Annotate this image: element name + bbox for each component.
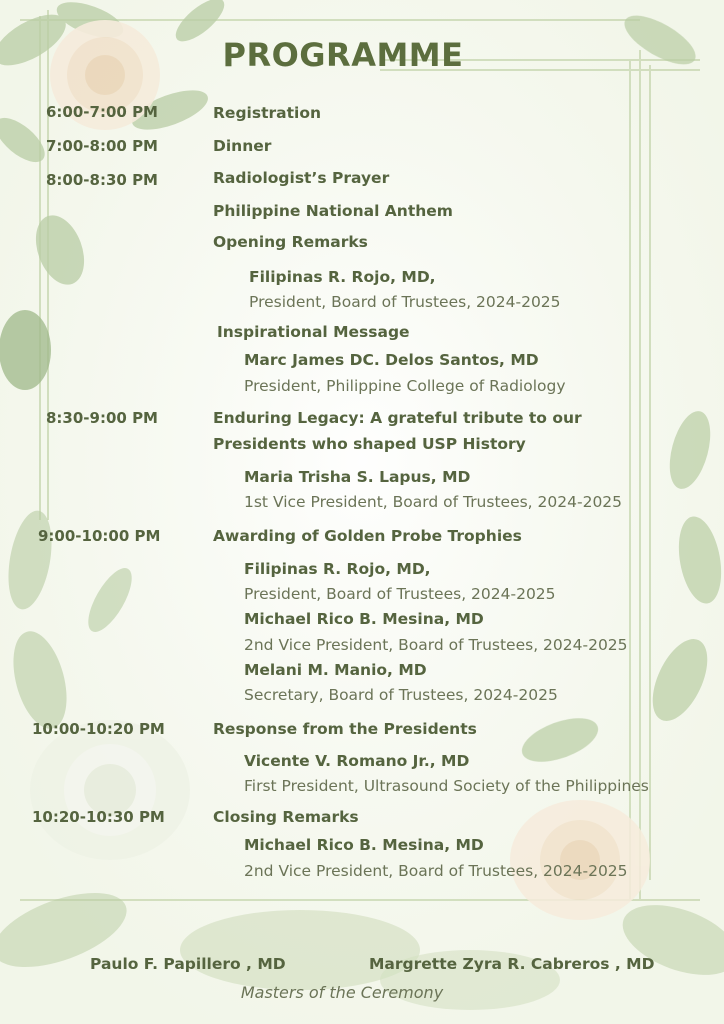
person-name: Filipinas R. Rojo, MD, (244, 560, 431, 578)
person-role: 2nd Vice President, Board of Trustees, 2024-2025 (244, 862, 628, 880)
person-name: Filipinas R. Rojo, MD, (249, 268, 436, 286)
master-of-ceremony-name: Margrette Zyra R. Cabreros , MD (369, 955, 655, 973)
person-name: Marc James DC. Delos Santos, MD (244, 351, 539, 369)
activity-dinner: Dinner (213, 137, 272, 155)
time-awarding: 9:00-10:00 PM (38, 527, 161, 545)
time-registration: 6:00-7:00 PM (46, 103, 158, 121)
activity-registration: Registration (213, 104, 322, 122)
person-name: Maria Trisha S. Lapus, MD (244, 468, 471, 486)
time-legacy: 8:30-9:00 PM (46, 409, 158, 427)
activity-opening-remarks: Opening Remarks (213, 233, 368, 251)
person-role: President, Board of Trustees, 2024-2025 (244, 585, 556, 603)
person-name: Michael Rico B. Mesina, MD (244, 836, 484, 854)
person-role: First President, Ultrasound Society of the Philippines (244, 777, 649, 795)
activity-prayer: Radiologist’s Prayer (213, 169, 390, 187)
person-name: Vicente V. Romano Jr., MD (244, 752, 470, 770)
activity-closing: Closing Remarks (213, 808, 359, 826)
activity-response: Response from the Presidents (213, 720, 477, 738)
master-of-ceremony-name: Paulo F. Papillero , MD (90, 955, 286, 973)
person-name: Michael Rico B. Mesina, MD (244, 610, 484, 628)
activity-legacy-line2: Presidents who shaped USP History (213, 435, 526, 453)
person-role: Secretary, Board of Trustees, 2024-2025 (244, 686, 558, 704)
person-role: 2nd Vice President, Board of Trustees, 2024-2025 (244, 636, 628, 654)
person-role: 1st Vice President, Board of Trustees, 2024-2025 (244, 493, 623, 511)
time-response: 10:00-10:20 PM (32, 720, 165, 738)
activity-legacy: Enduring Legacy: A grateful tribute to our (213, 409, 582, 427)
time-dinner: 7:00-8:00 PM (46, 137, 158, 155)
activity-anthem: Philippine National Anthem (213, 202, 453, 220)
masters-label: Masters of the Ceremony (240, 983, 444, 1002)
person-role: President, Board of Trustees, 2024-2025 (249, 293, 561, 311)
person-name: Melani M. Manio, MD (244, 661, 427, 679)
time-closing: 10:20-10:30 PM (32, 808, 165, 826)
page-title: PROGRAMME (222, 36, 464, 74)
activity-awarding: Awarding of Golden Probe Trophies (213, 527, 522, 545)
time-prayer: 8:00-8:30 PM (46, 171, 158, 189)
person-role: President, Philippine College of Radiology (244, 377, 566, 395)
activity-inspirational-message: Inspirational Message (217, 323, 410, 341)
